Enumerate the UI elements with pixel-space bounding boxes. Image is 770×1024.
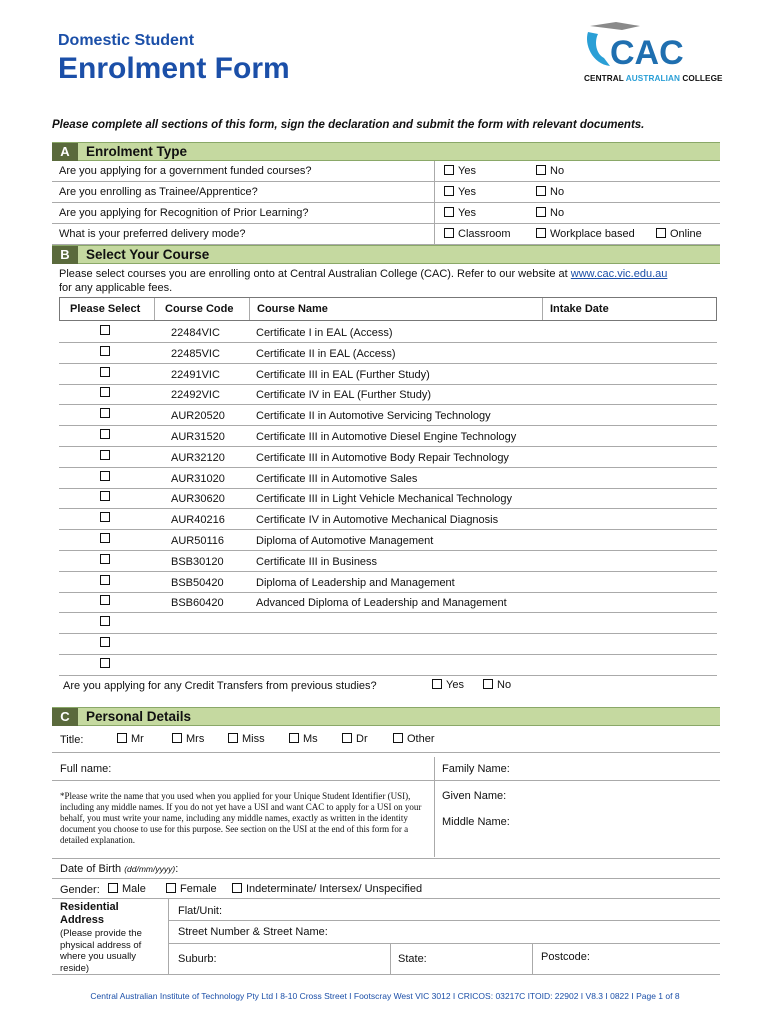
course-select-checkbox[interactable] (100, 471, 110, 481)
title-option-miss[interactable] (228, 733, 265, 745)
course-name: Diploma of Leadership and Management (256, 577, 455, 589)
title-option-label: Dr (356, 733, 368, 745)
course-row (59, 384, 717, 405)
enrolment-option[interactable] (536, 165, 564, 177)
gender-other-label: Indeterminate/ Intersex/ Unspecified (246, 883, 423, 895)
course-select-checkbox[interactable] (100, 429, 110, 439)
course-select-checkbox[interactable] (100, 616, 110, 626)
course-name: Certificate II in EAL (Access) (256, 348, 396, 360)
option-checkbox[interactable] (536, 186, 546, 196)
course-select-checkbox[interactable] (100, 595, 110, 605)
street-label[interactable]: Street Number & Street Name: (178, 926, 328, 938)
gender-male-checkbox[interactable] (108, 883, 118, 893)
course-select-checkbox[interactable] (100, 637, 110, 647)
course-select-checkbox[interactable] (100, 325, 110, 335)
gender-label: Gender: (60, 884, 100, 896)
course-name: Certificate II in Automotive Servicing Technology (256, 410, 491, 422)
credit-no-checkbox[interactable] (483, 679, 493, 689)
section-a-header (52, 142, 720, 161)
course-select-checkbox[interactable] (100, 575, 110, 585)
title-option-dr[interactable] (342, 733, 368, 745)
col-please-select: Please Select (70, 303, 141, 315)
gender-female-checkbox[interactable] (166, 883, 176, 893)
course-select-checkbox[interactable] (100, 387, 110, 397)
gender-other-checkbox[interactable] (232, 883, 242, 893)
logo-word-mid: AUSTRALIAN (625, 74, 680, 83)
credit-transfer-question: Are you applying for any Credit Transfers from previous studies? (63, 680, 377, 692)
dob-hint: (dd/mm/yyyy) (124, 864, 176, 874)
title-checkbox[interactable] (393, 733, 403, 743)
enrolment-question-text: Are you applying for a government funded courses? (59, 165, 312, 177)
course-code: AUR50116 (171, 535, 224, 547)
form-subtitle: Domestic Student (58, 32, 195, 49)
enrolment-option[interactable] (656, 228, 702, 240)
option-label: No (550, 207, 565, 219)
website-link[interactable]: www.cac.vic.edu.au (570, 268, 668, 280)
course-name: Certificate I in EAL (Access) (256, 327, 393, 339)
dob-colon: : (175, 863, 179, 875)
credit-yes-label: Yes (446, 679, 464, 691)
option-checkbox[interactable] (444, 228, 454, 238)
title-checkbox[interactable] (342, 733, 352, 743)
course-row (59, 447, 717, 468)
family-name-label[interactable]: Family Name: (442, 763, 510, 775)
course-row (59, 530, 717, 551)
option-checkbox[interactable] (444, 165, 454, 175)
cac-logo (582, 20, 723, 90)
logo-mark-text: CAC (610, 34, 684, 72)
title-label: Title: (60, 734, 84, 746)
option-label: Yes (458, 186, 476, 198)
enrolment-question-row (52, 182, 720, 203)
section-b-letter: B (52, 246, 78, 264)
credit-yes-option[interactable] (432, 679, 464, 691)
full-name-label: Full name: (60, 763, 112, 775)
course-row (59, 592, 717, 613)
enrolment-question-row (52, 224, 720, 245)
enrolment-question-text: Are you applying for Recognition of Prior Learning? (59, 207, 309, 219)
page-footer: Central Australian Institute of Technology Pty Ltd I 8-10 Cross Street I Footscray West VIC 3012 I CRICOS: 03217C ITOID: 22902 I V8.3 I 0822 I Page 1 of 8 (90, 991, 680, 1001)
course-code: BSB50420 (171, 577, 224, 589)
course-row (59, 426, 717, 447)
course-select-checkbox[interactable] (100, 491, 110, 501)
enrolment-question-row (52, 161, 720, 182)
course-select-checkbox[interactable] (100, 512, 110, 522)
course-row (59, 634, 717, 655)
option-checkbox[interactable] (444, 207, 454, 217)
residential-address-title: Residential Address (60, 901, 119, 926)
gender-other-option[interactable] (232, 883, 422, 895)
course-row (59, 364, 717, 385)
course-code: 22492VIC (171, 389, 220, 401)
option-label: Classroom (458, 228, 511, 240)
col-course-name: Course Name (257, 303, 328, 315)
course-row (59, 655, 717, 676)
course-code: AUR20520 (171, 410, 225, 422)
section-a-letter: A (52, 143, 78, 161)
gender-female-option[interactable] (166, 883, 217, 895)
course-name: Certificate III in EAL (Further Study) (256, 369, 430, 381)
title-checkbox[interactable] (289, 733, 299, 743)
title-option-label: Miss (242, 733, 265, 745)
credit-no-option[interactable] (483, 679, 511, 691)
logo-wordmark (584, 74, 723, 83)
course-code: BSB30120 (171, 556, 224, 568)
course-name: Certificate IV in EAL (Further Study) (256, 389, 432, 401)
col-course-code: Course Code (165, 303, 234, 315)
course-row (59, 551, 717, 572)
usi-note: *Please write the name that you used when you applied for your Unique Student Identifier (USI), including any middle names. If you do not yet have a USI and want CAC to apply for a USI on your behalf, you must write your name, including any middle names, exactly as written in the identity document you choose to use for this purpose. See section on the USI at the end of this form for a detailed explanation. (60, 791, 422, 845)
course-row (59, 343, 717, 364)
title-option-ms[interactable] (289, 733, 318, 745)
enrolment-option[interactable] (536, 207, 564, 219)
course-name: Certificate III in Automotive Sales (256, 473, 418, 485)
section-b-header (52, 245, 720, 264)
credit-no-label: No (497, 679, 512, 691)
course-row (59, 468, 717, 489)
option-checkbox[interactable] (656, 228, 666, 238)
option-label: Online (670, 228, 702, 240)
suburb-label[interactable]: Suburb: (178, 953, 217, 965)
course-name: Certificate III in Automotive Body Repair Technology (256, 452, 509, 464)
flat-unit-label[interactable]: Flat/Unit: (178, 905, 223, 917)
course-select-checkbox[interactable] (100, 450, 110, 460)
credit-yes-checkbox[interactable] (432, 679, 442, 689)
course-name: Certificate III in Light Vehicle Mechanical Technology (256, 493, 512, 505)
section-c-header (52, 707, 720, 726)
course-name: Certificate III in Business (256, 556, 378, 568)
dob-label-text: Date of Birth (60, 863, 125, 875)
course-code: AUR31520 (171, 431, 225, 443)
course-name: Certificate IV in Automotive Mechanical Diagnosis (256, 514, 499, 526)
form-title: Enrolment Form (58, 52, 290, 85)
given-name-label[interactable]: Given Name: (442, 790, 507, 802)
section-a-title: Enrolment Type (86, 144, 188, 159)
state-label[interactable]: State: (398, 953, 427, 965)
course-code: 22484VIC (171, 327, 220, 339)
enrolment-option[interactable] (444, 186, 476, 198)
gender-male-option[interactable] (108, 883, 146, 895)
gender-male-label: Male (122, 883, 146, 895)
course-select-checkbox[interactable] (100, 533, 110, 543)
gender-female-label: Female (180, 883, 217, 895)
course-intro-fees: for any applicable fees. (59, 282, 173, 294)
course-row (59, 488, 717, 509)
option-label: No (550, 165, 565, 177)
title-checkbox[interactable] (228, 733, 238, 743)
course-code: AUR40216 (171, 514, 225, 526)
option-label: No (550, 186, 565, 198)
title-option-mrs[interactable] (172, 733, 204, 745)
option-label: Yes (458, 165, 476, 177)
enrolment-option[interactable] (444, 165, 476, 177)
form-instructions: Please complete all sections of this form, sign the declaration and submit the form with relevant documents. (52, 119, 645, 131)
section-c-letter: C (52, 708, 78, 726)
title-option-label: Mrs (186, 733, 205, 745)
option-label: Workplace based (550, 228, 635, 240)
course-code: 22485VIC (171, 348, 220, 360)
course-code: 22491VIC (171, 369, 220, 381)
course-row (59, 572, 717, 593)
course-code: AUR30620 (171, 493, 225, 505)
enrolment-option[interactable] (536, 228, 635, 240)
middle-name-label[interactable]: Middle Name: (442, 816, 510, 828)
option-checkbox[interactable] (536, 165, 546, 175)
course-row (59, 509, 717, 530)
course-select-checkbox[interactable] (100, 658, 110, 668)
course-name: Diploma of Automotive Management (256, 535, 434, 547)
course-select-checkbox[interactable] (100, 554, 110, 564)
course-name: Advanced Diploma of Leadership and Management (256, 597, 507, 609)
logo-word-left: CENTRAL (584, 74, 624, 83)
course-select-checkbox[interactable] (100, 346, 110, 356)
course-select-checkbox[interactable] (100, 367, 110, 377)
course-table-header (59, 297, 717, 321)
enrolment-option[interactable] (536, 186, 564, 198)
enrolment-question-text: Are you enrolling as Trainee/Apprentice? (59, 186, 258, 198)
course-code: AUR31020 (171, 473, 225, 485)
title-option-other[interactable] (393, 733, 435, 745)
option-checkbox[interactable] (536, 228, 546, 238)
logo-word-right: COLLEGE (682, 74, 723, 83)
title-checkbox[interactable] (172, 733, 182, 743)
enrolment-option[interactable] (444, 228, 511, 240)
postcode-label[interactable]: Postcode: (541, 951, 590, 963)
course-code: AUR32120 (171, 452, 225, 464)
course-row (59, 405, 717, 426)
section-b-title: Select Your Course (86, 247, 210, 262)
title-checkbox[interactable] (117, 733, 127, 743)
cac-logo-mark-icon (582, 20, 712, 76)
course-intro-text: Please select courses you are enrolling onto at Central Australian College (CAC). Refer to our website at (59, 268, 571, 280)
option-checkbox[interactable] (536, 207, 546, 217)
title-option-label: Mr (131, 733, 144, 745)
course-intro (59, 268, 667, 280)
enrolment-question-row (52, 203, 720, 224)
title-option-label: Other (407, 733, 435, 745)
title-option-label: Ms (303, 733, 318, 745)
course-select-checkbox[interactable] (100, 408, 110, 418)
course-code: BSB60420 (171, 597, 224, 609)
course-name: Certificate III in Automotive Diesel Engine Technology (256, 431, 517, 443)
enrolment-option[interactable] (444, 207, 476, 219)
residential-address-note: (Please provide the physical address of where you usually reside) (60, 928, 142, 974)
course-row (59, 322, 717, 343)
dob-label[interactable] (60, 863, 178, 875)
enrolment-question-text: What is your preferred delivery mode? (59, 228, 246, 240)
course-row (59, 613, 717, 634)
title-option-mr[interactable] (117, 733, 144, 745)
col-intake-date: Intake Date (550, 303, 609, 315)
option-label: Yes (458, 207, 476, 219)
option-checkbox[interactable] (444, 186, 454, 196)
section-c-title: Personal Details (86, 709, 192, 724)
